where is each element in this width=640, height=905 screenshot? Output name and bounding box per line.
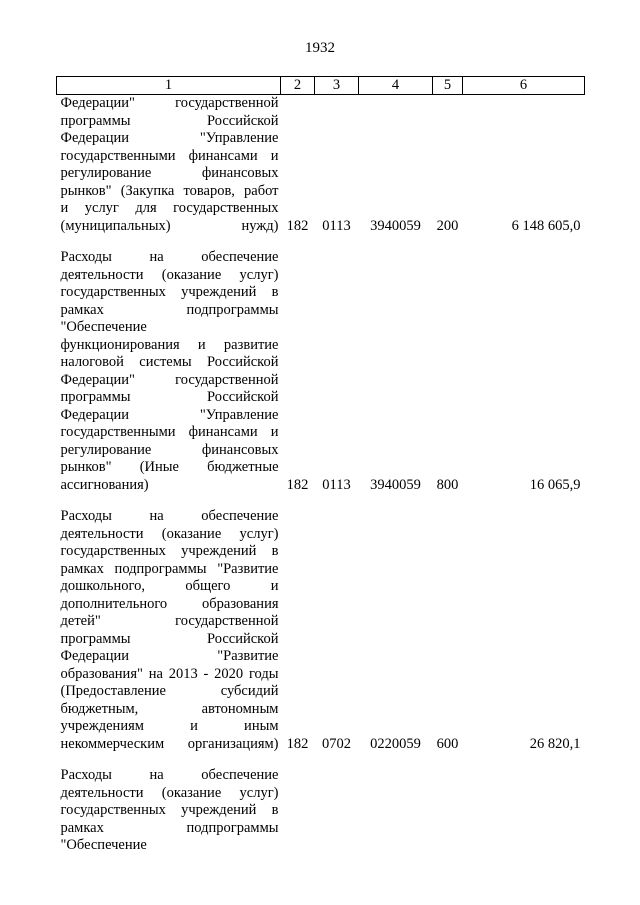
description-line: дошкольного, общего и <box>60 578 279 594</box>
description-line: и услуг для государственных <box>60 200 279 216</box>
description-line: программы Российской <box>60 112 279 129</box>
section-code: 0702 <box>322 735 351 752</box>
description-line: Федерации "Управление <box>60 130 279 146</box>
table-row <box>57 95 585 236</box>
description-line: учреждениям и иным <box>60 718 279 734</box>
description-line: Расходы на обеспечение <box>60 767 279 783</box>
row-description <box>57 249 281 494</box>
description-line: государственными финансами и <box>60 147 279 164</box>
description-line: Федерации "Управление <box>60 406 279 423</box>
description-line: государственных учреждений в <box>60 284 279 300</box>
header-col-2: 2 <box>281 77 315 95</box>
description-line: деятельности (оказание услуг) <box>60 266 279 283</box>
expense-type-code: 600 <box>436 735 459 752</box>
header-col-4: 4 <box>359 77 433 95</box>
ministry-code: 182 <box>286 476 309 493</box>
header-col-6: 6 <box>463 77 585 95</box>
target-item-code: 3940059 <box>370 217 421 234</box>
description-line: Расходы на обеспечение <box>60 249 279 265</box>
description-line: ассигнования) <box>60 476 149 493</box>
description-line: государственных учреждений в <box>60 802 279 818</box>
description-line: детей" государственной <box>60 613 279 629</box>
expense-type-code: 200 <box>436 217 459 234</box>
section-code: 0113 <box>322 476 351 493</box>
table-row <box>57 508 585 753</box>
table-row <box>57 767 585 855</box>
section-code <box>315 767 359 855</box>
expense-type-code <box>433 767 463 855</box>
row-description <box>57 767 281 855</box>
header-col-5: 5 <box>433 77 463 95</box>
description-line: Федерации "Развитие <box>60 648 279 664</box>
description-line: функционирования и развитие <box>60 336 279 353</box>
description-line: (Предоставление субсидий <box>60 683 279 699</box>
description-line: "Обеспечение <box>60 319 147 335</box>
expense-type-code: 800 <box>436 476 459 493</box>
description-line: рамках подпрограммы <box>60 301 279 318</box>
description-line: Федерации" государственной <box>60 371 279 388</box>
description-line: деятельности (оказание услуг) <box>60 784 279 801</box>
description-line: образования" на 2013 - 2020 годы <box>60 665 279 682</box>
row-description <box>57 508 281 753</box>
header-col-3: 3 <box>315 77 359 95</box>
description-line: дополнительного образования <box>60 595 279 612</box>
description-line: налоговой системы Российской <box>60 354 279 370</box>
description-line: рамках подпрограммы "Развитие <box>60 560 279 577</box>
description-line: государственных учреждений в <box>60 543 279 559</box>
amount-value: 6 148 605,0 <box>511 217 581 234</box>
section-code: 0113 <box>322 217 351 234</box>
description-line: бюджетным, автономным <box>60 700 279 717</box>
amount-value: 26 820,1 <box>529 735 581 752</box>
description-line: программы Российской <box>60 630 279 647</box>
description-line: Федерации" государственной <box>60 95 279 111</box>
amount-value <box>463 767 585 855</box>
description-line: программы Российской <box>60 389 279 405</box>
description-line: регулирование финансовых <box>60 441 279 458</box>
page-number: 1932 <box>305 40 335 56</box>
description-line: (муниципальных) нужд) <box>60 217 279 234</box>
budget-table <box>56 76 585 855</box>
description-line: регулирование финансовых <box>60 165 279 181</box>
ministry-code <box>281 767 315 855</box>
description-line: государственными финансами и <box>60 424 279 440</box>
target-item-code: 3940059 <box>370 476 421 493</box>
ministry-code: 182 <box>286 735 309 752</box>
header-col-1: 1 <box>57 77 281 95</box>
amount-value: 16 065,9 <box>529 476 581 493</box>
description-line: Расходы на обеспечение <box>60 508 279 524</box>
row-description <box>57 95 281 236</box>
table-header-row <box>57 77 585 95</box>
description-line: деятельности (оказание услуг) <box>60 525 279 542</box>
ministry-code: 182 <box>286 217 309 234</box>
description-line: некоммерческим организациям) <box>60 735 279 752</box>
description-line: рынков" (Иные бюджетные <box>60 459 279 475</box>
target-item-code: 0220059 <box>370 735 421 752</box>
table-row <box>57 249 585 494</box>
description-line: "Обеспечение <box>60 837 147 853</box>
description-line: рамках подпрограммы <box>60 819 279 836</box>
target-item-code <box>359 767 433 855</box>
description-line: рынков" (Закупка товаров, работ <box>60 182 279 199</box>
